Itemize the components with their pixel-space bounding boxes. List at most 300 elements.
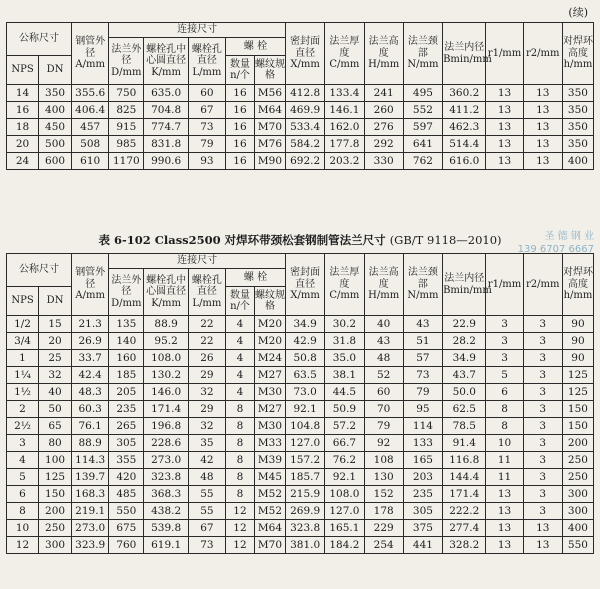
table-cell: 462.3 xyxy=(443,119,486,136)
table-cell: 750 xyxy=(109,85,144,102)
table-cell: 13 xyxy=(523,136,562,153)
table-cell: 60.3 xyxy=(72,401,109,418)
table-cell: 200 xyxy=(562,435,593,452)
table-cell: 350 xyxy=(562,119,593,136)
table-cell: 92 xyxy=(364,435,403,452)
table-cell: 8 xyxy=(226,435,255,452)
table-cell: 13 xyxy=(486,136,523,153)
table-cell: 22 xyxy=(188,333,225,350)
table-cell: 133.4 xyxy=(325,85,364,102)
hdr2-bolt-qty: 数量n/个 xyxy=(226,287,255,316)
table-cell: 3 xyxy=(523,333,562,350)
table-row xyxy=(7,333,594,350)
table-cell: 260 xyxy=(364,102,403,119)
table-cell: 485 xyxy=(109,486,144,503)
table-cell: 28.2 xyxy=(443,333,486,350)
table-cell: 13 xyxy=(486,503,523,520)
table-row xyxy=(7,350,594,367)
table-cell: 34.9 xyxy=(286,316,325,333)
table-cell: 323.9 xyxy=(72,537,109,554)
table-cell: 22.9 xyxy=(443,316,486,333)
table-cell: 31.8 xyxy=(325,333,364,350)
table-cell: 63.5 xyxy=(286,367,325,384)
table-cell: 8 xyxy=(226,486,255,503)
table-cell: 831.8 xyxy=(144,136,188,153)
table-cell: 66.7 xyxy=(325,435,364,452)
table-cell: 42.9 xyxy=(286,333,325,350)
table-cell: 20 xyxy=(7,136,39,153)
table-cell: 3 xyxy=(523,350,562,367)
table-row xyxy=(7,469,594,486)
table-cell: 1¼ xyxy=(7,367,39,384)
table-row xyxy=(7,503,594,520)
table-cell: 93 xyxy=(188,153,225,170)
table-cell: 597 xyxy=(403,119,442,136)
table-cell: 70 xyxy=(364,401,403,418)
table-cell: 8 xyxy=(226,401,255,418)
table-cell: 350 xyxy=(562,85,593,102)
table-cell: 641 xyxy=(403,136,442,153)
table-cell: 3 xyxy=(523,452,562,469)
table-cell: 441 xyxy=(403,537,442,554)
table-cell: 1½ xyxy=(7,384,39,401)
table-cell: 915 xyxy=(109,119,144,136)
table-cell: 13 xyxy=(523,85,562,102)
table-row xyxy=(7,435,594,452)
table-cell: 8 xyxy=(226,452,255,469)
table-cell: M52 xyxy=(254,486,285,503)
table-cell: 276 xyxy=(364,119,403,136)
table-row xyxy=(7,486,594,503)
table-cell: M20 xyxy=(254,333,285,350)
hdr2-bolt-thread: 螺纹规格 xyxy=(254,287,285,316)
table-cell: 533.4 xyxy=(286,119,325,136)
hdr-bolt-hole: 螺栓孔直径L/mm xyxy=(188,38,225,85)
table-cell: 157.2 xyxy=(286,452,325,469)
table-cell: M27 xyxy=(254,367,285,384)
table-cell: 375 xyxy=(403,520,442,537)
table-cell: 55 xyxy=(188,503,225,520)
hdr2-flange-h: 法兰高度H/mm xyxy=(364,254,403,316)
table-cell: 60 xyxy=(188,85,225,102)
table-cell: 254 xyxy=(364,537,403,554)
hdr-nominal: 公称尺寸 xyxy=(7,23,72,56)
hdr2-r1: r1/mm xyxy=(486,254,523,316)
hdr2-conn: 连接尺寸 xyxy=(109,254,286,269)
table-cell: 16 xyxy=(226,85,255,102)
hdr2-bolt: 螺 栓 xyxy=(226,269,286,287)
table-cell: 355.6 xyxy=(72,85,109,102)
table-cell: 3 xyxy=(523,367,562,384)
table-cell: 774.7 xyxy=(144,119,188,136)
table-cell: 762 xyxy=(403,153,442,170)
table-cell: 328.2 xyxy=(443,537,486,554)
table-cell: 3 xyxy=(523,469,562,486)
watermark-line-2: 139 6707 6667 xyxy=(517,244,594,255)
table-cell: M90 xyxy=(254,153,285,170)
table-cell: 92.1 xyxy=(286,401,325,418)
table-cell: 21.3 xyxy=(72,316,109,333)
table-cell: 104.8 xyxy=(286,418,325,435)
table-cell: 127.0 xyxy=(325,503,364,520)
table-cell: 300 xyxy=(39,537,72,554)
table-cell: 29 xyxy=(188,367,225,384)
table-cell: 600 xyxy=(39,153,72,170)
table-cell: 57.2 xyxy=(325,418,364,435)
hdr-seal-face: 密封面直径X/mm xyxy=(286,23,325,85)
table-cell: 269.9 xyxy=(286,503,325,520)
table-cell: 92.1 xyxy=(325,469,364,486)
table-cell: 32 xyxy=(39,367,72,384)
table-cell: 3 xyxy=(523,401,562,418)
table-cell: 114 xyxy=(403,418,442,435)
table-cell: 13 xyxy=(523,537,562,554)
table-2-title xyxy=(0,232,600,248)
table-row xyxy=(7,537,594,554)
table-cell: 15 xyxy=(39,316,72,333)
hdr-bolt: 螺 栓 xyxy=(226,38,286,56)
table-cell: 514.4 xyxy=(443,136,486,153)
hdr2-neck-n: 法兰颈部N/mm xyxy=(403,254,442,316)
table-cell: 65 xyxy=(39,418,72,435)
hdr2-r2: r2/mm xyxy=(523,254,562,316)
table-cell: 32 xyxy=(188,384,225,401)
table-cell: 125 xyxy=(562,367,593,384)
table-cell: 16 xyxy=(226,136,255,153)
hdr-flange-od: 法兰外径D/mm xyxy=(109,38,144,85)
table-cell: 43 xyxy=(364,333,403,350)
hdr-weld-ring-h: 对焊环高度h/mm xyxy=(562,23,593,85)
flange-table-2 xyxy=(6,253,594,554)
table-cell: 130.2 xyxy=(144,367,188,384)
table-cell: 13 xyxy=(486,102,523,119)
table-cell: 43.7 xyxy=(443,367,486,384)
table-cell: 88.9 xyxy=(72,435,109,452)
table-cell: 250 xyxy=(39,520,72,537)
table-cell: 8 xyxy=(486,418,523,435)
hdr-flange-h: 法兰高度H/mm xyxy=(364,23,403,85)
table-cell: 250 xyxy=(562,469,593,486)
table-cell: 205 xyxy=(109,384,144,401)
table-cell: 3 xyxy=(486,333,523,350)
table-row xyxy=(7,102,594,119)
hdr2-nps: NPS xyxy=(7,287,39,316)
table-cell: 12 xyxy=(226,503,255,520)
table-row xyxy=(7,384,594,401)
table-cell: 13 xyxy=(486,119,523,136)
table-cell: 76.2 xyxy=(325,452,364,469)
table-cell: 203.2 xyxy=(325,153,364,170)
table-cell: 6 xyxy=(486,384,523,401)
hdr-pipe-od: 钢管外径A/mm xyxy=(72,23,109,85)
table-cell: 584.2 xyxy=(286,136,325,153)
table-cell: 8 xyxy=(486,401,523,418)
table-cell: 13 xyxy=(486,486,523,503)
table-cell: 2½ xyxy=(7,418,39,435)
table-cell: 22 xyxy=(188,316,225,333)
table-cell: 18 xyxy=(7,119,39,136)
table-cell: M33 xyxy=(254,435,285,452)
table-cell: 450 xyxy=(39,119,72,136)
table-2-standard: (GB/T 9118—2010) xyxy=(389,233,502,247)
table-cell: 14 xyxy=(7,85,39,102)
table-cell: 88.9 xyxy=(144,316,188,333)
hdr-bolt-pcd: 螺栓孔中心圆直径K/mm xyxy=(144,38,188,85)
table-cell: 50.9 xyxy=(325,401,364,418)
table-cell: 3 xyxy=(523,435,562,452)
table-cell: 30.2 xyxy=(325,316,364,333)
table-cell: M64 xyxy=(254,102,285,119)
table-cell: 350 xyxy=(39,85,72,102)
hdr-conn: 连接尺寸 xyxy=(109,23,286,38)
table-cell: 675 xyxy=(109,520,144,537)
table-cell: 215.9 xyxy=(286,486,325,503)
table-cell: M56 xyxy=(254,85,285,102)
table-cell: 985 xyxy=(109,136,144,153)
table-cell: 13 xyxy=(486,537,523,554)
table-cell: 550 xyxy=(109,503,144,520)
table-cell: 692.2 xyxy=(286,153,325,170)
table-cell: 32 xyxy=(188,418,225,435)
table-cell: 8 xyxy=(226,418,255,435)
table-cell: 219.1 xyxy=(72,503,109,520)
table-cell: 26 xyxy=(188,350,225,367)
table-cell: 150 xyxy=(562,418,593,435)
table-cell: 469.9 xyxy=(286,102,325,119)
table-cell: 42.4 xyxy=(72,367,109,384)
table-cell: 133 xyxy=(403,435,442,452)
table-cell: 34.9 xyxy=(443,350,486,367)
table-cell: 168.3 xyxy=(72,486,109,503)
table-row xyxy=(7,401,594,418)
table-cell: M30 xyxy=(254,384,285,401)
table-cell: 12 xyxy=(7,537,39,554)
table-cell: 108.0 xyxy=(144,350,188,367)
table-cell: 67 xyxy=(188,520,225,537)
table-cell: 8 xyxy=(7,503,39,520)
hdr2-weld-ring-h: 对焊环高度h/mm xyxy=(562,254,593,316)
table-cell: 76.1 xyxy=(72,418,109,435)
table-cell: 500 xyxy=(39,136,72,153)
table-cell: 165.1 xyxy=(325,520,364,537)
hdr2-seal-face: 密封面直径X/mm xyxy=(286,254,325,316)
table-cell: 616.0 xyxy=(443,153,486,170)
table-cell: 355 xyxy=(109,452,144,469)
table-cell: 44.5 xyxy=(325,384,364,401)
table-cell: M70 xyxy=(254,119,285,136)
hdr2-flange-thk: 法兰厚度C/mm xyxy=(325,254,364,316)
table-cell: 78.5 xyxy=(443,418,486,435)
table-cell: M24 xyxy=(254,350,285,367)
table-row xyxy=(7,85,594,102)
table-2-title-text: 表 6-102 Class2500 对焊环带颈松套钢制管法兰尺寸 xyxy=(98,233,386,247)
table-cell: 13 xyxy=(523,520,562,537)
table-cell: 825 xyxy=(109,102,144,119)
table-cell: 26.9 xyxy=(72,333,109,350)
table-cell: 48 xyxy=(364,350,403,367)
table-cell: 1/2 xyxy=(7,316,39,333)
table-cell: 3/4 xyxy=(7,333,39,350)
table-cell: 411.2 xyxy=(443,102,486,119)
hdr2-pipe-od: 钢管外径A/mm xyxy=(72,254,109,316)
table-cell: 139.7 xyxy=(72,469,109,486)
table-cell: 73.0 xyxy=(286,384,325,401)
table-cell: 5 xyxy=(7,469,39,486)
table-cell: 196.8 xyxy=(144,418,188,435)
table-cell: 178 xyxy=(364,503,403,520)
table-cell: 16 xyxy=(226,102,255,119)
table-cell: 250 xyxy=(562,452,593,469)
table-cell: 43 xyxy=(403,316,442,333)
table-cell: 33.7 xyxy=(72,350,109,367)
table-cell: M52 xyxy=(254,503,285,520)
table-cell: 10 xyxy=(486,435,523,452)
table-cell: 13 xyxy=(523,102,562,119)
table-cell: 350 xyxy=(562,102,593,119)
table-cell: 177.8 xyxy=(325,136,364,153)
table-cell: 38.1 xyxy=(325,367,364,384)
table-cell: 16 xyxy=(226,153,255,170)
table-cell: 108.0 xyxy=(325,486,364,503)
table-cell: 495 xyxy=(403,85,442,102)
hdr2-bolt-hole: 螺栓孔直径L/mm xyxy=(188,269,225,316)
table-row xyxy=(7,153,594,170)
table-row xyxy=(7,418,594,435)
table-cell: 100 xyxy=(39,452,72,469)
table-cell: 4 xyxy=(7,452,39,469)
table-cell: 73 xyxy=(188,119,225,136)
table-cell: 135 xyxy=(109,316,144,333)
table-cell: 50.0 xyxy=(443,384,486,401)
hdr-bore-b: 法兰内径Bmin/mm xyxy=(443,23,486,85)
table-cell: 2 xyxy=(7,401,39,418)
table-cell: 8 xyxy=(226,469,255,486)
table-row xyxy=(7,119,594,136)
table-cell: 235 xyxy=(109,401,144,418)
table-cell: 241 xyxy=(364,85,403,102)
table-cell: 48 xyxy=(188,469,225,486)
table-cell: M70 xyxy=(254,537,285,554)
table-cell: 1 xyxy=(7,350,39,367)
table-cell: 200 xyxy=(39,503,72,520)
table-cell: 80 xyxy=(39,435,72,452)
table-cell: 619.1 xyxy=(144,537,188,554)
table-cell: 95.2 xyxy=(144,333,188,350)
table-cell: 73 xyxy=(188,537,225,554)
table-cell: 160 xyxy=(109,350,144,367)
table-cell: 127.0 xyxy=(286,435,325,452)
table-cell: 508 xyxy=(72,136,109,153)
table-cell: 108 xyxy=(364,452,403,469)
hdr2-flange-od: 法兰外径D/mm xyxy=(109,269,144,316)
table-cell: 12 xyxy=(226,537,255,554)
table-cell: 457 xyxy=(72,119,109,136)
table-cell: 330 xyxy=(364,153,403,170)
table-cell: 40 xyxy=(364,316,403,333)
table-cell: 35 xyxy=(188,435,225,452)
table-cell: 116.8 xyxy=(443,452,486,469)
table-row xyxy=(7,367,594,384)
table-cell: 13 xyxy=(523,119,562,136)
table-row xyxy=(7,520,594,537)
table-cell: 539.8 xyxy=(144,520,188,537)
table-cell: 235 xyxy=(403,486,442,503)
table-cell: 3 xyxy=(523,384,562,401)
table-cell: 35.0 xyxy=(325,350,364,367)
hdr-r2: r2/mm xyxy=(523,23,562,85)
table-cell: 48.3 xyxy=(72,384,109,401)
table-cell: 5 xyxy=(486,367,523,384)
table-cell: 42 xyxy=(188,452,225,469)
table-cell: 16 xyxy=(7,102,39,119)
table-cell: 125 xyxy=(39,469,72,486)
table-cell: 635.0 xyxy=(144,85,188,102)
table-cell: 222.2 xyxy=(443,503,486,520)
table-row xyxy=(7,316,594,333)
table-cell: 24 xyxy=(7,153,39,170)
hdr-bolt-thread: 螺纹规格 xyxy=(254,56,285,85)
table-cell: 292 xyxy=(364,136,403,153)
hdr-r1: r1/mm xyxy=(486,23,523,85)
table-cell: 990.6 xyxy=(144,153,188,170)
table-cell: M39 xyxy=(254,452,285,469)
table-cell: 55 xyxy=(188,486,225,503)
table-cell: 360.2 xyxy=(443,85,486,102)
table-cell: 3 xyxy=(7,435,39,452)
table-cell: 171.4 xyxy=(144,401,188,418)
table-row xyxy=(7,452,594,469)
table-cell: 50.8 xyxy=(286,350,325,367)
table-cell: 57 xyxy=(403,350,442,367)
hdr-flange-thk: 法兰厚度C/mm xyxy=(325,23,364,85)
table-cell: 40 xyxy=(39,384,72,401)
table-cell: 400 xyxy=(562,153,593,170)
table-cell: 273.0 xyxy=(144,452,188,469)
table-cell: 130 xyxy=(364,469,403,486)
table-cell: 412.8 xyxy=(286,85,325,102)
table-cell: 438.2 xyxy=(144,503,188,520)
table-cell: 400 xyxy=(562,520,593,537)
hdr-bolt-qty: 数量n/个 xyxy=(226,56,255,85)
table-cell: 25 xyxy=(39,350,72,367)
table-row xyxy=(7,136,594,153)
table-cell: 13 xyxy=(486,520,523,537)
table-cell: 144.4 xyxy=(443,469,486,486)
table-cell: 140 xyxy=(109,333,144,350)
table-cell: M27 xyxy=(254,401,285,418)
table-cell: 185 xyxy=(109,367,144,384)
table-cell: 79 xyxy=(364,418,403,435)
table-cell: M20 xyxy=(254,316,285,333)
table-cell: 67 xyxy=(188,102,225,119)
table-cell: 90 xyxy=(562,350,593,367)
table-cell: 4 xyxy=(226,367,255,384)
hdr2-nominal: 公称尺寸 xyxy=(7,254,72,287)
table-cell: 1170 xyxy=(109,153,144,170)
table-cell: 550 xyxy=(562,537,593,554)
table-cell: 610 xyxy=(72,153,109,170)
table-cell: 13 xyxy=(523,153,562,170)
hdr2-dn: DN xyxy=(39,287,72,316)
table-cell: 4 xyxy=(226,384,255,401)
hdr2-bore-b: 法兰内径Bmin/mm xyxy=(443,254,486,316)
table-cell: 6 xyxy=(7,486,39,503)
table-cell: 150 xyxy=(562,401,593,418)
table-cell: 184.2 xyxy=(325,537,364,554)
table-cell: M76 xyxy=(254,136,285,153)
table-cell: 10 xyxy=(7,520,39,537)
table-cell: 273.0 xyxy=(72,520,109,537)
